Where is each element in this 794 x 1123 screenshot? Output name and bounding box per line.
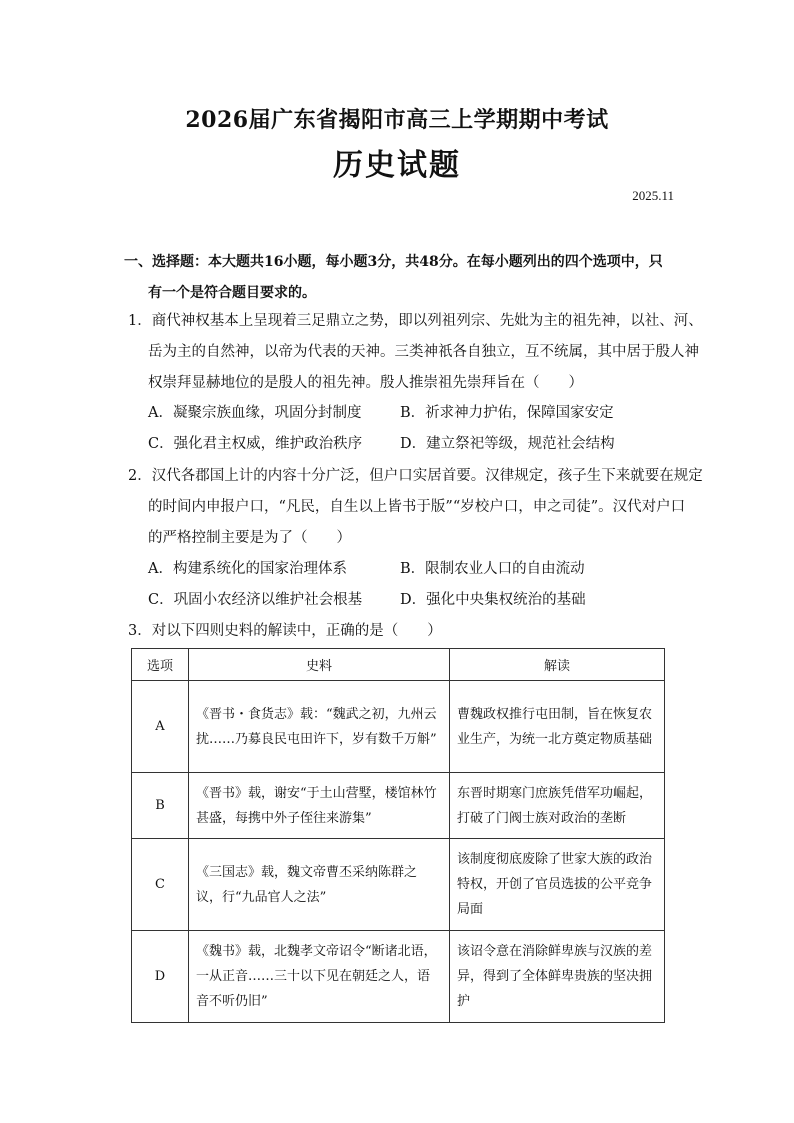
table-header-interpretation: 解读: [450, 649, 665, 681]
table-cell-option[interactable]: C: [132, 839, 189, 931]
question-3-line-1: 3．对以下四则史料的解读中，正确的是（ ）: [128, 623, 442, 639]
exam-title: 2026届广东省揭阳市高三上学期期中考试: [185, 107, 609, 133]
question-2-line-2: 的时间内申报户口，“凡民，自生以上皆书于版”“岁校户口，申之司徒”。汉代对户口: [148, 499, 686, 515]
question-1-option-a[interactable]: A．凝聚宗族血缘，巩固分封制度: [148, 405, 362, 421]
question-2-option-a[interactable]: A．构建系统化的国家治理体系: [148, 561, 347, 577]
table-header-row: [132, 649, 665, 681]
question-1-option-c[interactable]: C．强化君主权威，维护政治秩序: [148, 436, 363, 452]
table-header-option: 选项: [132, 649, 189, 681]
table-cell-source: 《三国志》载，魏文帝曹丕采纳陈群之议，行“九品官人之法”: [189, 839, 450, 931]
question-3: [128, 616, 688, 647]
table-cell-option[interactable]: B: [132, 773, 189, 839]
table-cell-interpretation: 该制度彻底废除了世家大族的政治特权，开创了官员选拔的公平竞争局面: [450, 839, 665, 931]
question-1-options: [148, 398, 688, 460]
table-row: [132, 681, 665, 773]
question-2-line-3: 的严格控制主要是为了（ ）: [148, 530, 351, 546]
question-2-option-d[interactable]: D．强化中央集权统治的基础: [400, 592, 586, 608]
table-cell-source: 《晋书・食货志》载：“魏武之初，九州云扰……乃募良民屯田许下，岁有数千万斛”: [189, 681, 450, 773]
table-cell-source: 《晋书》载，谢安“于土山营墅，楼馆林竹甚盛，每携中外子侄往来游集”: [189, 773, 450, 839]
table-row: [132, 931, 665, 1023]
question-2-option-b[interactable]: B．限制农业人口的自由流动: [400, 561, 585, 577]
question-2-line-1: 2．汉代各郡国上计的内容十分广泛，但户口实居首要。汉律规定，孩子生下来就要在规定: [128, 468, 703, 484]
table-row: [132, 773, 665, 839]
question-1-option-b[interactable]: B．祈求神力护佑，保障国家安定: [400, 405, 614, 421]
table-header-source: 史料: [189, 649, 450, 681]
question-2: [128, 461, 703, 554]
question-2-option-c[interactable]: C．巩固小农经济以维护社会根基: [148, 592, 363, 608]
section-instructions: [124, 247, 684, 309]
question-1-option-d[interactable]: D．建立祭祀等级，规范社会结构: [400, 436, 615, 452]
question-2-options: [148, 554, 688, 616]
source-analysis-table: [131, 648, 665, 1023]
question-1-line-3: 权崇拜显赫地位的是殷人的祖先神。殷人推崇祖先崇拜旨在（ ）: [148, 375, 583, 391]
table-cell-option[interactable]: A: [132, 681, 189, 773]
table-row: [132, 839, 665, 931]
table-cell-interpretation: 曹魏政权推行屯田制，旨在恢复农业生产，为统一北方奠定物质基础: [450, 681, 665, 773]
table-cell-interpretation: 该诏令意在消除鲜卑族与汉族的差异，得到了全体鲜卑贵族的坚决拥护: [450, 931, 665, 1023]
table-cell-source: 《魏书》载，北魏孝文帝诏令“断诸北语，一从正音……三十以下见在朝廷之人，语音不听仍旧”: [189, 931, 450, 1023]
table-cell-option[interactable]: D: [132, 931, 189, 1023]
question-1: [128, 306, 703, 399]
table-cell-interpretation: 东晋时期寒门庶族凭借军功崛起，打破了门阀士族对政治的垄断: [450, 773, 665, 839]
question-1-line-1: 1．商代神权基本上呈现着三足鼎立之势，即以列祖列宗、先妣为主的祖先神，以社、河、: [128, 313, 703, 329]
exam-date: 2025.11: [632, 188, 674, 203]
section-instructions-line-2: 有一个是符合题目要求的。: [148, 285, 316, 301]
question-1-line-2: 岳为主的自然神，以帝为代表的天神。三类神祇各自独立，互不统属，其中居于殷人神: [148, 344, 699, 360]
exam-subject-title: 历史试题: [333, 148, 461, 183]
section-instructions-line-1: 一、选择题：本大题共16小题，每小题3分，共48分。在每小题列出的四个选项中，只: [124, 254, 663, 270]
